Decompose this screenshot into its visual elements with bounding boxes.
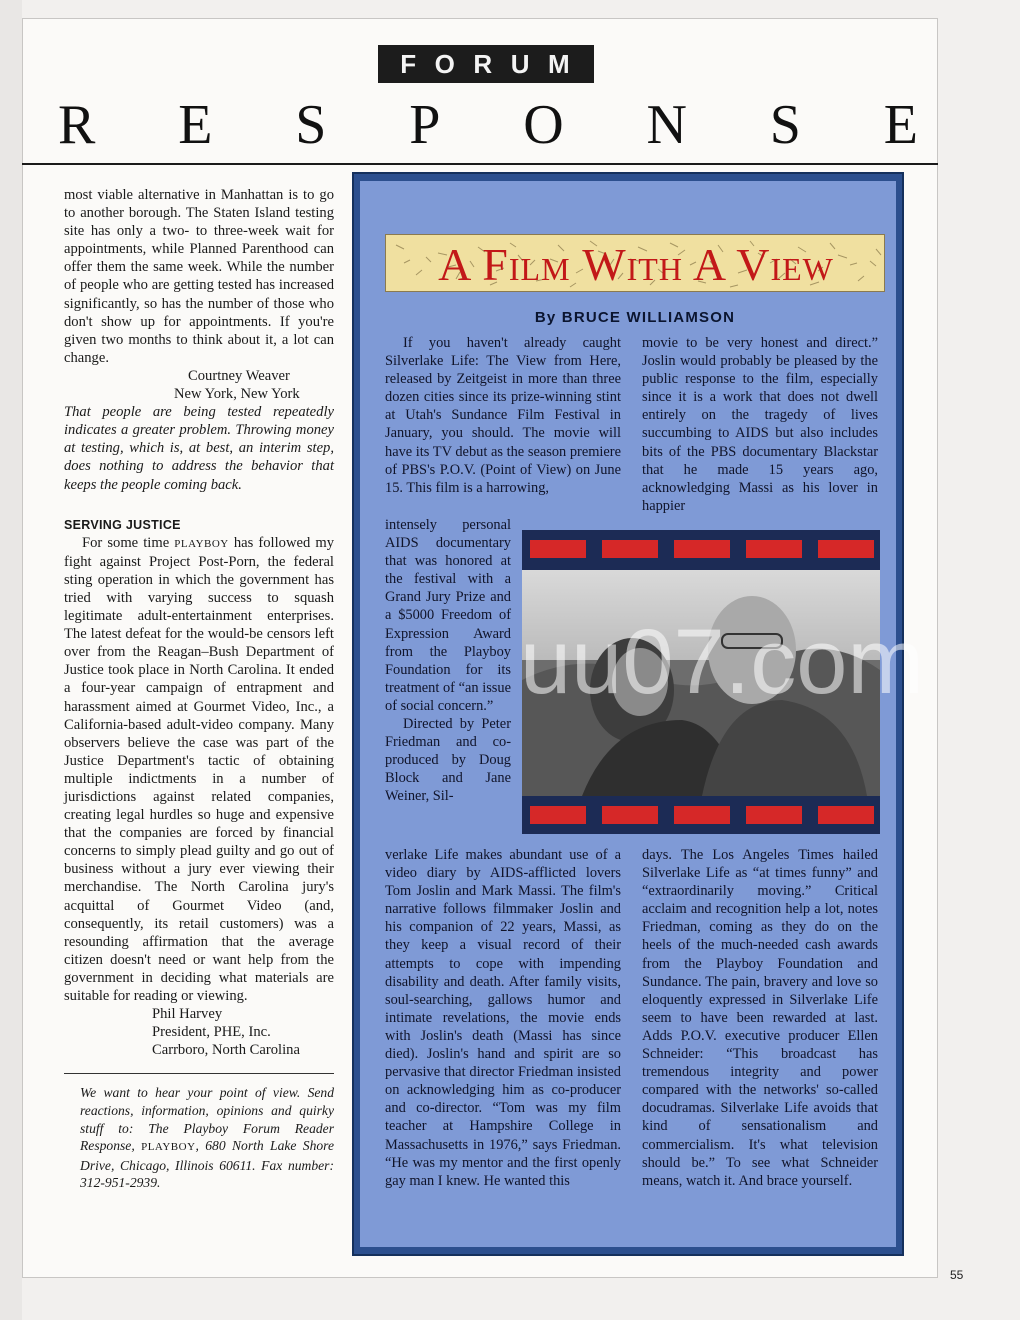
- forum-letter: F: [400, 48, 419, 79]
- article-paragraph: movie to be very honest and direct.” Joslin would probably be pleased by the public response to the film, especially since it is a work that does not dwell entirely on the tragedy of lives succumbing to AIDS but also includes bits of the PBS documentary Blackstar that he made 15 years ago, acknowledging Massi as his lover in happier: [642, 335, 878, 514]
- page-number: 55: [950, 1268, 964, 1282]
- text-run: , 680 North Lake Shore Drive, Chicago, Illinois 60611. Fax number: 312-951-2939.: [80, 1138, 334, 1191]
- article-paragraph: If you haven't already caught Silverlake Life: The View from Here, released by Zeitgeist in more than three dozen cities since its prize-winning stint at Utah's Sundance Film Festival in January, you should. The movie will have its TV debut as the season premiere of PBS's P.O.V. (Point of View) on June 15. This film is a harrowing,: [385, 335, 621, 496]
- article-narrow-column: [385, 516, 511, 806]
- article-column-b-top: [642, 334, 878, 515]
- article-paragraph: verlake Life makes abundant use of a video diary by AIDS-afflicted lovers Tom Joslin and Mark Massi. The film's narrative follows filmmaker Joslin and his companion of 22 years, Massi, as they keep a visual record of their attempts to cope with impending disability and death. After family visits, soul-searching, gallows humor and intimate revelations, the movie ends with Joslin's death (Massi has since died). Joslin's hand and spirit are so pervasive that director Friedman insisted on acknowledging him as co-producer and co-director. “Tom was my film teacher at Hampshire College in Massachusetts in 1976,” says Friedman. “He was my mentor and the first openly gay man I knew. He wanted this: [385, 847, 621, 1189]
- footnote-divider: [64, 1073, 334, 1074]
- signature-place: Carrboro, North Carolina: [152, 1042, 300, 1059]
- byline: By BRUCE WILLIAMSON: [534, 309, 736, 326]
- watermark: uu07.com: [520, 611, 925, 713]
- text-run: has followed my fight against Project Post-Porn, the federal sting operation in which the government has tried with varying success to squash legitimate adult-entertainment enterprises. The latest defeat for the would-be censors left over from the Reagan–Bush Department of Justice took place in North Carolina. It ended a four-year campaign of entrapment and harassment aimed at Gourmet Video, Inc., a California-based adult-video company. Many observers believe the case was part of the Justice Department's tactic of obtaining multiple indictments in a number of jurisdictions against related companies, creating legal hurdles so huge and expensive that the companies are forced by financial concerns to simply plead guilty and go out of business without a jury ever viewing their merchandise. The North Carolina jury's acquittal of Gourmet Video (and, consequently, its retail customers) was a resounding affirmation that the average citizen doesn't need or want help from the government in deciding what materials are suitable for reading or viewing.: [64, 534, 334, 1005]
- response-letter: S: [769, 94, 801, 156]
- article-column-a-bottom: [385, 846, 621, 1190]
- response-letter: S: [295, 94, 327, 156]
- signature-name: Courtney Weaver: [188, 367, 290, 384]
- editor-reply: That people are being tested repeatedly indicates a greater problem. Throwing money at testing, which is, at best, an interim step, does nothing to address the behavior that keeps the people coming back.: [64, 404, 334, 493]
- forum-letter: M: [548, 48, 572, 79]
- response-letter: R: [58, 94, 96, 156]
- text-run: We want to hear your point of view. Send reactions, information, opinions and quirky stuff to: The Playboy Forum Reader Response,: [80, 1085, 334, 1154]
- playboy-smallcaps: PLAYBOY: [141, 1141, 196, 1154]
- article-title: A Film With A View: [438, 238, 834, 290]
- forum-banner: [378, 45, 594, 83]
- response-heading: [58, 92, 918, 158]
- article-paragraph: intensely personal AIDS documentary that was honored at the festival with a Grand Jury Prize and a $5000 Freedom of Expression Award from the Playboy Foundation for its treatment of “an issue of social concern.”: [385, 517, 511, 714]
- film-perforations-bottom: [530, 806, 874, 824]
- article-column-b-bottom: [642, 846, 878, 1190]
- header-rule: [22, 163, 938, 165]
- response-letter: P: [409, 94, 441, 156]
- article-paragraph: days. The Los Angeles Times hailed Silverlake Life as “at times funny” and “extraordinarily moving.” Critical acclaim and recognition help a lot, notes Friedman, coming as they do on the heels of the much-needed cash awards from the Playboy Foundation and Sundance. The pain, bravery and love so eloquently expressed in Silverlake Life seem to have been rewarded at last. Adds P.O.V. executive producer Ellen Schneider: “This broadcast has tremendous integrity and power compared with the networks' so-called docudramas. Silverlake Life avoids that kind of sensationalism and commercialism. It's what television should be.” To see what Schneider means, watch it. And brace yourself.: [642, 847, 878, 1189]
- title-panel: [385, 234, 885, 292]
- response-letter: E: [178, 94, 213, 156]
- left-column: [64, 186, 334, 1192]
- submission-note: [64, 1084, 334, 1192]
- section-heading: SERVING JUSTICE: [64, 517, 181, 532]
- forum-letter: O: [434, 48, 457, 79]
- signature-place: New York, New York: [174, 386, 300, 403]
- signature-name: Phil Harvey: [152, 1006, 223, 1023]
- response-letter: E: [883, 94, 918, 156]
- article-column-a-top: [385, 334, 621, 497]
- playboy-smallcaps: PLAYBOY: [174, 537, 229, 550]
- letter-paragraph: most viable alternative in Manhattan is to go to another borough. The Staten Island testing site has only a two- to three-week wait for appointments, while Planned Parenthood can offer them the same week. While the number of people who are getting tested has increased significantly, so has the number of those who don't show up for appointments. If you're given two months to think about it, a lot can change.: [64, 187, 334, 366]
- response-letter: N: [646, 94, 687, 156]
- text-run: For some time: [82, 534, 170, 551]
- page-edge: [0, 0, 22, 1320]
- article-paragraph: Directed by Peter Friedman and co-produced by Doug Block and Jane Weiner, Sil-: [385, 716, 511, 805]
- signature-title: President, PHE, Inc.: [152, 1024, 271, 1041]
- letter-paragraph: [64, 534, 334, 1005]
- film-perforations-top: [530, 540, 874, 558]
- response-letter: O: [523, 94, 564, 156]
- forum-letter: R: [473, 48, 495, 79]
- forum-letter: U: [510, 48, 532, 79]
